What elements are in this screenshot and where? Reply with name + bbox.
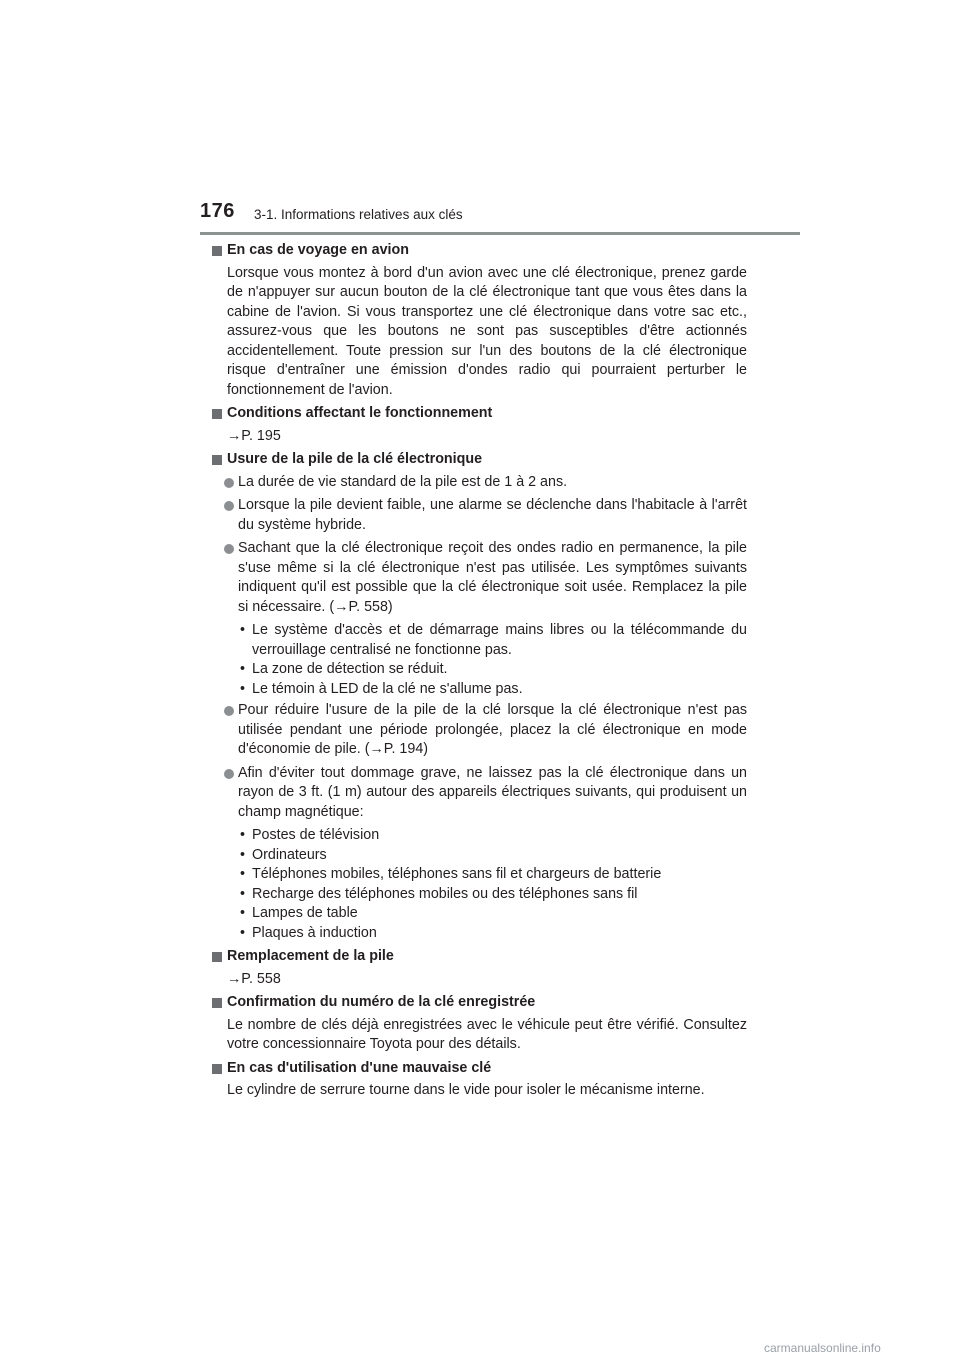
list-item-text: Afin d'éviter tout dommage grave, ne laissez pas la clé électronique dans un rayon de 3 ft. (1 m) autour des appareils électriques suivants, qui produisent un champ magnétique: — [238, 764, 747, 820]
device-text: Plaques à induction — [252, 924, 377, 941]
symptom-list — [212, 621, 747, 699]
device-text: Postes de télévision — [252, 827, 380, 843]
section-heading — [212, 450, 747, 470]
device-item — [212, 865, 747, 885]
page-reference-link[interactable]: →P. 195 — [227, 427, 281, 444]
section-heading — [212, 947, 747, 967]
circle-bullet-icon — [224, 544, 234, 554]
dot-bullet-icon: • — [240, 622, 246, 638]
dot-bullet-icon: • — [240, 924, 246, 941]
circle-bullet-icon — [224, 706, 234, 716]
section-operating-conditions — [212, 404, 747, 446]
device-item — [212, 924, 747, 944]
symptom-item — [212, 660, 747, 680]
device-item — [212, 826, 747, 846]
device-text: Recharge des téléphones mobiles ou des téléphones sans fil — [252, 885, 638, 902]
page-content — [212, 241, 747, 1105]
section-heading-text: Confirmation du numéro de la clé enregistrée — [227, 994, 536, 1010]
watermark: carmanualsonline.info — [764, 1341, 881, 1355]
section-battery-replacement — [212, 947, 747, 989]
section-paragraph: Lorsque vous montez à bord d'un avion avec une clé électronique, prenez garde de n'appuyer sur aucun bouton de la clé électronique tant que vous êtes dans la cabine de l'avion. Si vous transportez une clé électronique dans votre sac etc., assurez-vous que les boutons ne sont pas susceptibles d'être actionnés accidentellement. Toute pression sur l'un des boutons de la clé électronique risque d'entraîner une émission d'ondes radio qui pourraient perturber le fonctionnement de l'avion. — [227, 264, 747, 398]
page-reference-link[interactable]: →P. 558 — [227, 970, 281, 987]
section-registered-keys — [212, 993, 747, 1055]
section-wrong-key — [212, 1059, 747, 1101]
symptom-item — [212, 621, 747, 660]
dot-bullet-icon: • — [240, 827, 246, 843]
section-heading — [212, 404, 747, 424]
list-item-text: Pour réduire l'usure de la pile de la clé lorsque la clé électronique n'est pas utilisée pendant une période prolongée, placez la clé électronique en mode d'économie de pile. (→P. 194) — [238, 702, 747, 757]
section-heading-text: En cas de voyage en avion — [227, 242, 409, 258]
square-bullet-icon — [212, 409, 222, 419]
list-item-text: Sachant que la clé électronique reçoit des ondes radio en permanence, la pile s'use même si la clé électronique n'est pas utilisée. Les symptômes suivants indiquent qu'il est possible que la clé électronique soit usée. Remplacez la pile si nécessaire. (→P. 558) — [238, 540, 747, 615]
circle-bullet-icon — [224, 478, 234, 488]
device-text: Téléphones mobiles, téléphones sans fil et chargeurs de batterie — [252, 866, 662, 882]
device-text: Lampes de table — [252, 905, 358, 921]
device-list — [212, 826, 747, 943]
section-heading — [212, 1059, 747, 1079]
section-heading — [212, 993, 747, 1013]
list-item — [212, 764, 747, 823]
header-rule — [200, 232, 800, 235]
dot-bullet-icon: • — [240, 680, 246, 697]
section-heading-text: Usure de la pile de la clé électronique — [227, 451, 483, 467]
device-item — [212, 885, 747, 905]
square-bullet-icon — [212, 952, 222, 962]
section-heading-text: Remplacement de la pile — [227, 948, 394, 964]
device-text: Ordinateurs — [252, 846, 327, 863]
list-item — [212, 496, 747, 535]
section-paragraph: Le cylindre de serrure tourne dans le vide pour isoler le mécanisme interne. — [227, 1082, 705, 1098]
dot-bullet-icon: • — [240, 866, 246, 882]
page-number: 176 — [200, 200, 235, 222]
section-battery-wear — [212, 450, 747, 943]
list-item-text: Lorsque la pile devient faible, une alarme se déclenche dans l'habitacle à l'arrêt du système hybride. — [238, 497, 747, 533]
dot-bullet-icon: • — [240, 885, 246, 902]
section-heading-text: Conditions affectant le fonctionnement — [227, 405, 493, 421]
circle-bullet-icon — [224, 501, 234, 511]
list-item — [212, 701, 747, 760]
circle-bullet-icon — [224, 769, 234, 779]
dot-bullet-icon: • — [240, 661, 246, 677]
list-item — [212, 473, 747, 493]
square-bullet-icon — [212, 998, 222, 1008]
list-item — [212, 539, 747, 617]
list-item-text: La durée de vie standard de la pile est de 1 à 2 ans. — [238, 473, 568, 490]
section-paragraph: Le nombre de clés déjà enregistrées avec le véhicule peut être vérifié. Consultez votre concessionnaire Toyota pour des détails. — [227, 1016, 747, 1052]
dot-bullet-icon: • — [240, 846, 246, 863]
device-item — [212, 846, 747, 866]
device-item — [212, 904, 747, 924]
symptom-text: Le système d'accès et de démarrage mains libres ou la télécommande du verrouillage centralisé ne fonctionne pas. — [252, 622, 747, 658]
square-bullet-icon — [212, 1064, 222, 1074]
chapter-title: 3-1. Informations relatives aux clés — [254, 207, 463, 222]
symptom-text: Le témoin à LED de la clé ne s'allume pas. — [252, 680, 523, 697]
section-heading — [212, 241, 747, 261]
symptom-item — [212, 680, 747, 700]
section-heading-text: En cas d'utilisation d'une mauvaise clé — [227, 1059, 492, 1076]
square-bullet-icon — [212, 455, 222, 465]
section-air-travel — [212, 241, 747, 400]
symptom-text: La zone de détection se réduit. — [252, 661, 448, 677]
square-bullet-icon — [212, 246, 222, 256]
dot-bullet-icon: • — [240, 905, 246, 921]
